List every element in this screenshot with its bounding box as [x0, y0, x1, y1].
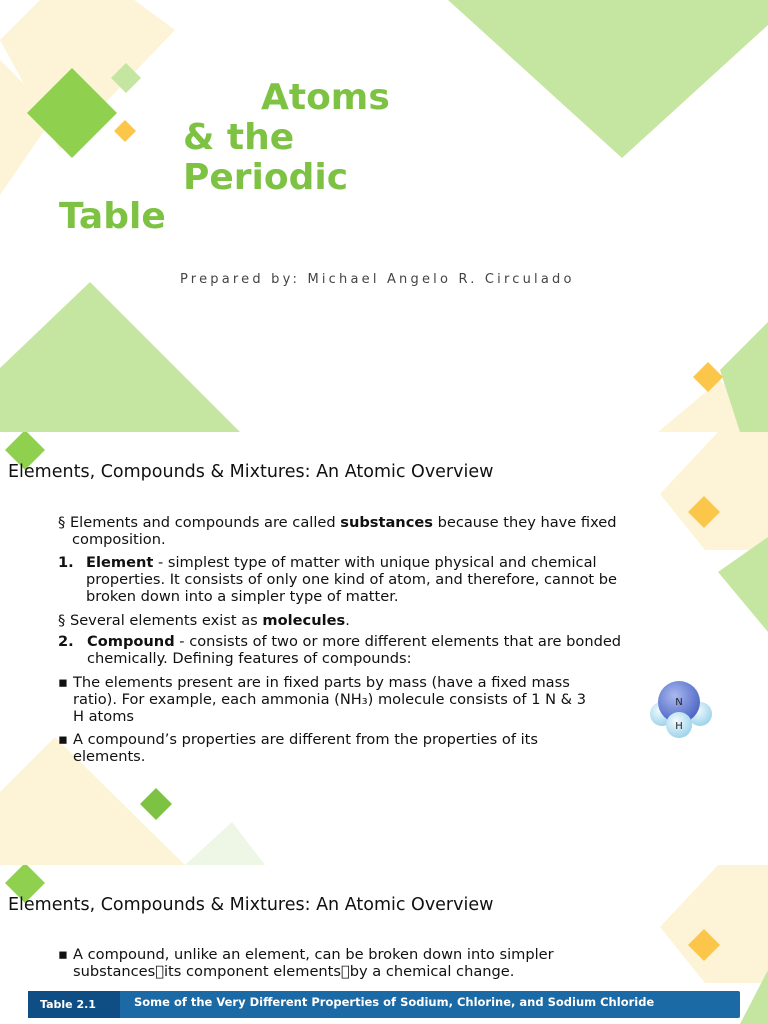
bullet-marker: ▪: [58, 946, 68, 963]
text-run: Several elements exist as: [69, 612, 263, 629]
title-line-1: Atoms: [261, 77, 390, 118]
bullet-line: ratio). For example, each ammonia (NH₃) molecule consists of 1 N & 3: [73, 691, 586, 708]
bullet-line: H atoms: [73, 708, 135, 725]
list-number: 2.: [58, 633, 74, 650]
green-triangle-bottom-left: [0, 282, 240, 432]
bold-term: Element: [86, 554, 154, 571]
bullet-line: The elements present are in fixed parts by mass (have a fixed mass: [73, 674, 570, 691]
bullet-line: A compound’s properties are different from the properties of its: [73, 731, 538, 748]
bullet-fixed-mass: [58, 674, 658, 725]
item-line: broken down into a simpler type of matter.: [86, 588, 399, 605]
bold-term: Compound: [87, 633, 175, 650]
substances-paragraph: [58, 514, 708, 548]
section-marker: §: [58, 514, 66, 531]
text-run: .: [345, 612, 350, 629]
numbered-item-element: [58, 554, 718, 605]
bullet-line: elements.: [73, 748, 146, 765]
title-line-3: Periodic: [183, 157, 349, 198]
bold-term: substances: [340, 514, 433, 531]
overview-slide-1: [0, 432, 768, 865]
green-diamond-bottom: [140, 788, 172, 820]
bullet-properties: [58, 731, 658, 765]
item-line: [86, 554, 718, 571]
numbered-item-compound: [58, 633, 718, 667]
item-line: chemically. Defining features of compounds:: [87, 650, 412, 667]
green-triangle-top-right: [448, 0, 768, 158]
atom-label-n: N: [675, 697, 683, 708]
title-line-4: Table: [59, 196, 166, 237]
table-banner: [28, 991, 740, 1018]
bullet-broken-down: [58, 946, 678, 980]
item-line: properties. It consists of only one kind of atom, and therefore, cannot be: [86, 571, 618, 588]
bullet-line: substances its component elements by a chemical change.: [73, 963, 515, 980]
ammonia-molecule-icon: [646, 680, 716, 740]
title-line-2: & the: [183, 117, 295, 158]
text-run: Elements and compounds are called: [69, 514, 341, 531]
text-run: because they have fixed: [432, 514, 617, 531]
molecules-paragraph: [58, 612, 708, 629]
bullet-marker: ▪: [58, 674, 68, 691]
pale-triangle-bottom: [185, 822, 265, 865]
table-number: Table 2.1: [28, 991, 120, 1018]
section-marker: §: [58, 612, 66, 629]
text-run: - consists of two or more different elements that are bonded: [174, 633, 622, 650]
paragraph-line: composition.: [72, 531, 166, 548]
small-yellow-diamond: [114, 120, 136, 142]
section-heading: Elements, Compounds & Mixtures: An Atomic Overview: [8, 462, 494, 482]
bullet-marker: ▪: [58, 731, 68, 748]
text-run: - simplest type of matter with unique physical and chemical: [153, 554, 597, 571]
atom-label-h: H: [675, 721, 683, 732]
paragraph-line: [58, 514, 708, 531]
bold-term: molecules: [262, 612, 346, 629]
item-line: [87, 633, 718, 650]
section-heading: Elements, Compounds & Mixtures: An Atomic Overview: [8, 895, 494, 915]
green-triangle-right: [718, 537, 768, 632]
table-title: Some of the Very Different Properties of Sodium, Chlorine, and Sodium Chloride: [134, 995, 655, 1009]
list-number: 1.: [58, 554, 74, 571]
prepared-by: Prepared by: Michael Angelo R. Circulado: [180, 272, 575, 287]
title-slide: [0, 0, 768, 432]
bullet-line: A compound, unlike an element, can be broken down into simpler: [73, 946, 554, 963]
